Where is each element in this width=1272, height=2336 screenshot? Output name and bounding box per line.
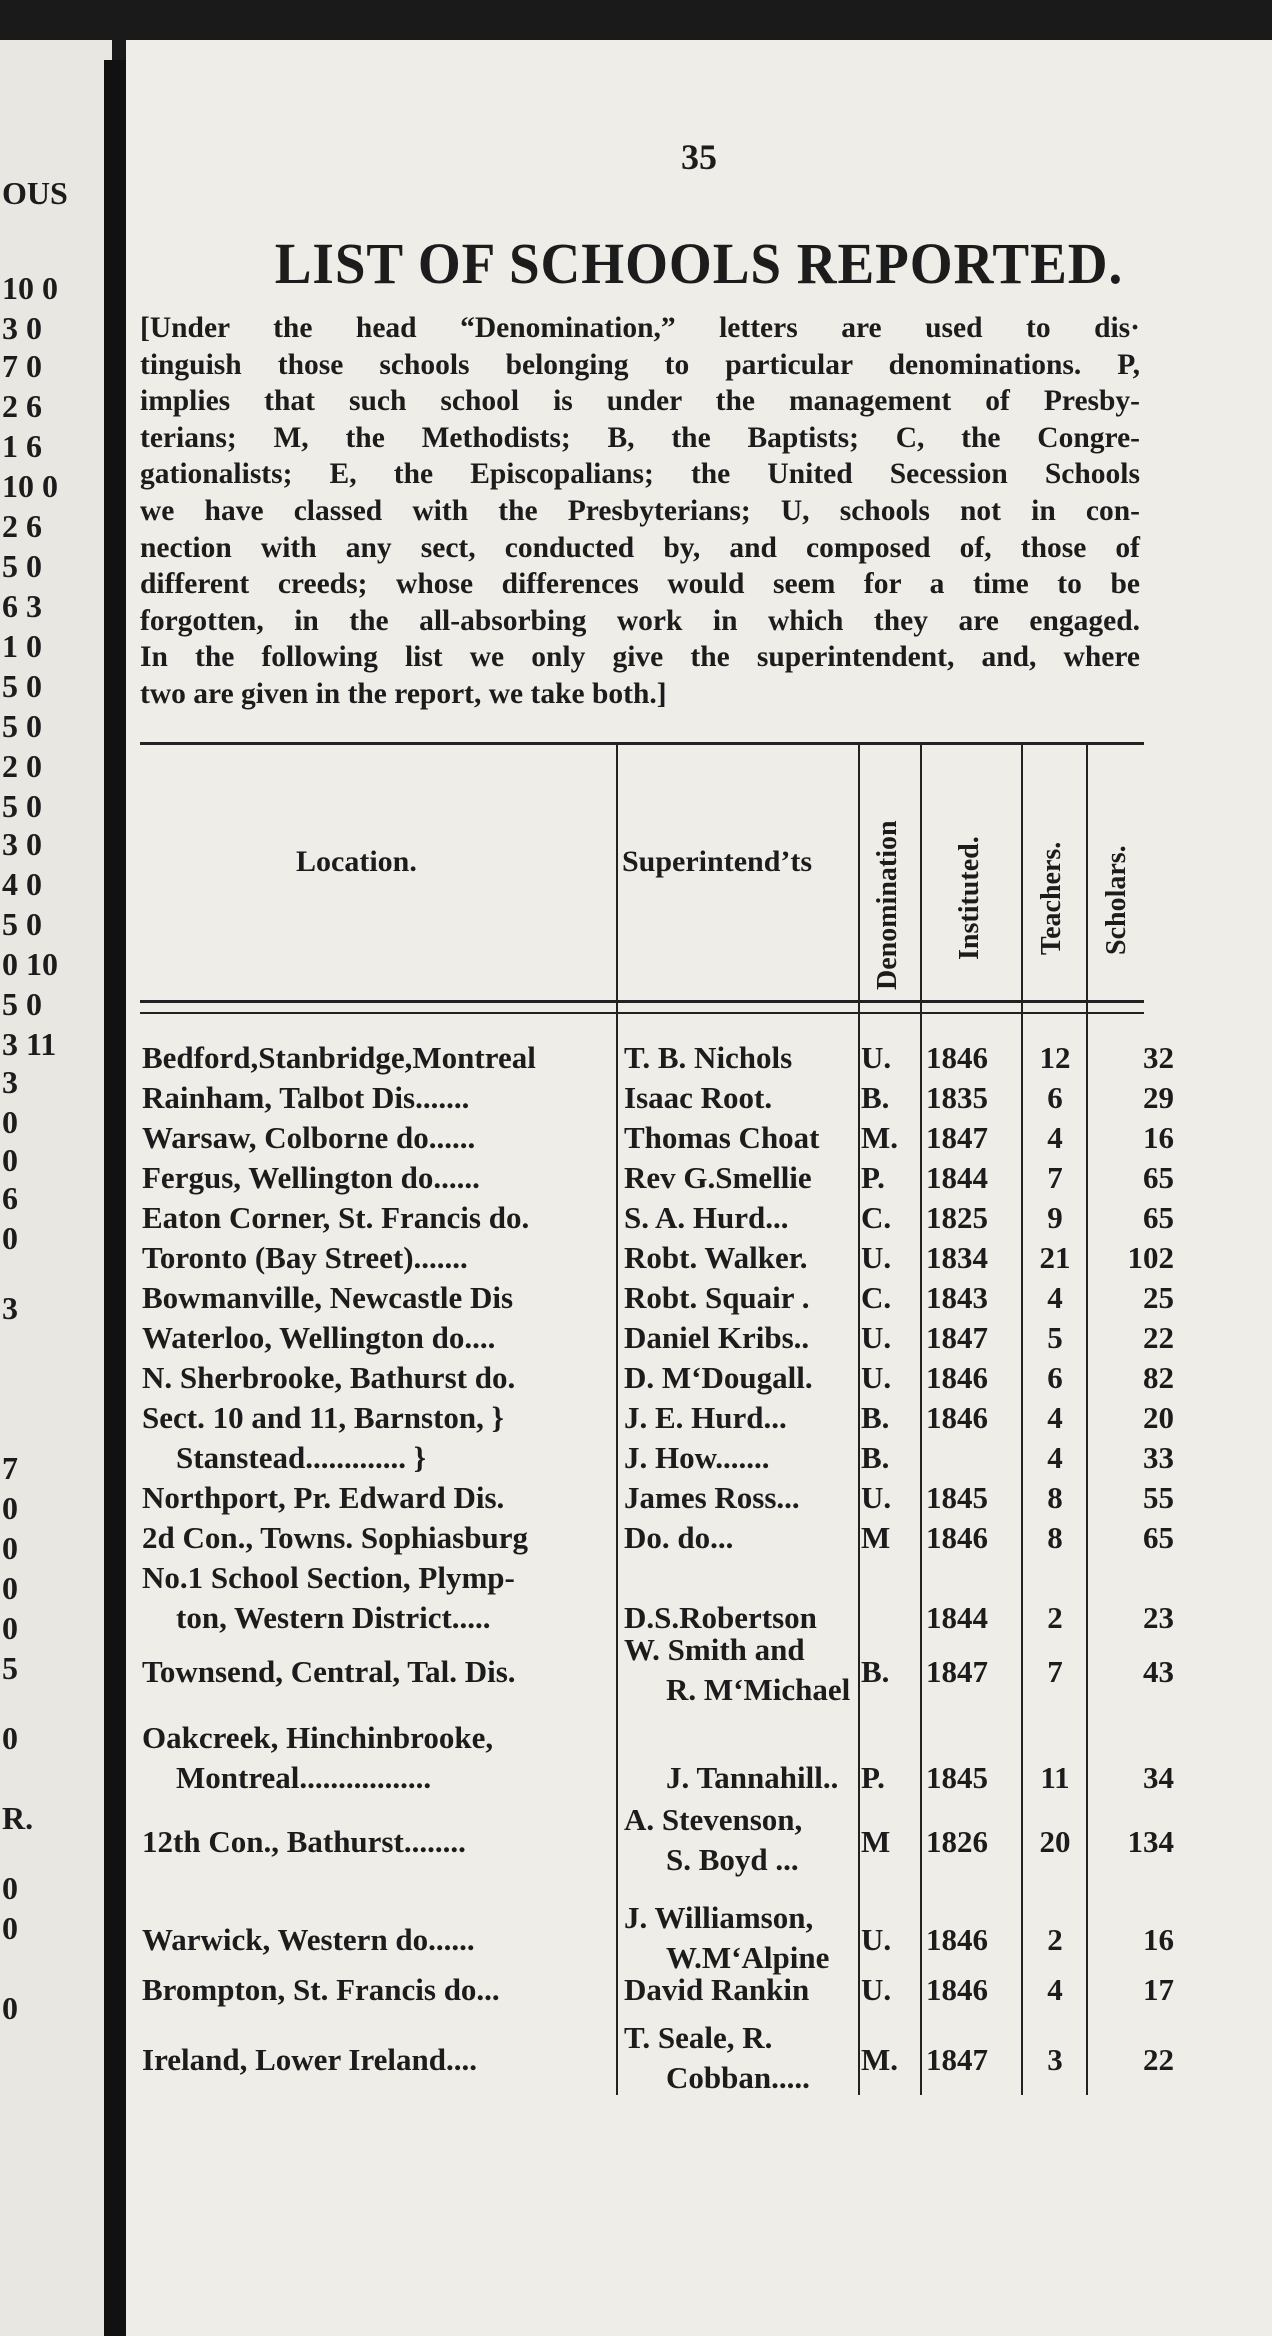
facing-page-fragment: 0: [2, 1610, 18, 1646]
cell-superintendent: R. M‘Michael: [666, 1672, 851, 1707]
cell-teachers: 4: [1047, 1400, 1063, 1435]
cell-instituted: 1826: [926, 1824, 988, 1859]
cell-denomination: B.: [861, 1080, 890, 1115]
cell-instituted: 1844: [926, 1600, 988, 1635]
intro-line: nection with any sect, conducted by, and composed of, those of: [140, 531, 1140, 564]
intro-line: gationalists; E, the Episcopalians; the United Secession Schools: [140, 458, 1140, 491]
facing-page-fragment: 0: [2, 1104, 18, 1140]
cell-superintendent: J. How.......: [624, 1440, 770, 1475]
cell-instituted: 1846: [926, 1972, 988, 2007]
cell-denomination: B.: [861, 1654, 890, 1689]
facing-page-fragment: 3: [2, 1064, 18, 1100]
cell-location: 2d Con., Towns. Sophiasburg: [142, 1520, 528, 1555]
cell-teachers: 4: [1047, 1440, 1063, 1475]
cell-teachers: 7: [1047, 1654, 1063, 1689]
cell-location: Oakcreek, Hinchinbrooke,: [142, 1720, 494, 1755]
cell-teachers: 6: [1047, 1360, 1063, 1395]
cell-scholars: 25: [1143, 1280, 1174, 1315]
facing-page-fragment: 3: [2, 1290, 18, 1326]
intro-line: In the following list we only give the superintendent, and, where: [140, 641, 1140, 674]
cell-teachers: 4: [1047, 1972, 1063, 2007]
cell-denomination: U.: [861, 1240, 892, 1275]
cell-denomination: P.: [861, 1160, 885, 1195]
cell-instituted: 1847: [926, 2042, 988, 2077]
cell-location: Toronto (Bay Street).......: [142, 1240, 468, 1275]
cell-location: N. Sherbrooke, Bathurst do.: [142, 1360, 516, 1395]
facing-page-fragment: 5 0: [2, 986, 42, 1022]
cell-superintendent: D.S.Robertson: [624, 1600, 817, 1635]
cell-teachers: 9: [1047, 1200, 1063, 1235]
facing-page-fragment: 0: [2, 1870, 18, 1906]
intro-line: two are given in the report, we take both.]: [140, 677, 667, 710]
facing-page-fragment: 0: [2, 1530, 18, 1566]
cell-scholars: 32: [1143, 1040, 1174, 1075]
facing-page-fragment: 0: [2, 1990, 18, 2026]
cell-scholars: 16: [1143, 1922, 1174, 1957]
facing-page-fragment: 0: [2, 1910, 18, 1946]
page-title: LIST OF SCHOOLS REPORTED.: [274, 231, 1124, 296]
intro-line: implies that such school is under the management of Presby-: [140, 385, 1140, 418]
cell-location: Bedford,Stanbridge,Montreal: [142, 1040, 536, 1075]
facing-page-fragment: 5 0: [2, 906, 42, 942]
cell-teachers: 11: [1040, 1760, 1070, 1795]
cell-teachers: 5: [1047, 1320, 1063, 1355]
cell-location: Ireland, Lower Ireland....: [142, 2042, 478, 2077]
facing-page-fragment: R.: [2, 1800, 34, 1836]
table-top-rule: [140, 742, 1144, 745]
facing-page-fragment: OUS: [2, 175, 68, 211]
facing-page-fragment: 3 0: [2, 310, 42, 346]
cell-superintendent: Cobban.....: [666, 2060, 810, 2095]
cell-scholars: 102: [1127, 1240, 1174, 1275]
cell-location: Waterloo, Wellington do....: [142, 1320, 496, 1355]
cell-superintendent: D. M‘Dougall.: [624, 1360, 813, 1395]
header-location: Location.: [296, 845, 417, 878]
facing-page-fragment: 7 0: [2, 348, 42, 384]
cell-denomination: C.: [861, 1200, 892, 1235]
cell-scholars: 16: [1143, 1120, 1174, 1155]
cell-scholars: 65: [1143, 1200, 1174, 1235]
facing-page-fragment: 0 10: [2, 946, 58, 982]
cell-instituted: 1835: [926, 1080, 988, 1115]
cell-denomination: M: [861, 1824, 891, 1859]
facing-page-fragment: 5: [2, 1650, 18, 1686]
facing-page-fragment: 3 11: [2, 1026, 57, 1062]
facing-page-fragment: 4 0: [2, 866, 42, 902]
cell-instituted: 1847: [926, 1320, 988, 1355]
facing-page-fragment: 5 0: [2, 708, 42, 744]
cell-denomination: U.: [861, 1480, 892, 1515]
facing-page-fragment: 5 0: [2, 788, 42, 824]
facing-page-fragment: 1 0: [2, 628, 42, 664]
cell-denomination: U.: [861, 1040, 892, 1075]
intro-line: we have classed with the Presbyterians; U, schools not in con-: [140, 494, 1140, 527]
cell-scholars: 82: [1143, 1360, 1174, 1395]
cell-superintendent: A. Stevenson,: [624, 1802, 803, 1837]
facing-page-fragment: 2 0: [2, 748, 42, 784]
cell-superintendent: J. Tannahill..: [666, 1760, 839, 1795]
cell-location: Fergus, Wellington do......: [142, 1160, 480, 1195]
facing-page-fragment: 0: [2, 1490, 18, 1526]
cell-instituted: 1846: [926, 1360, 988, 1395]
cell-location: Brompton, St. Francis do...: [142, 1972, 500, 2007]
intro-line: terians; M, the Methodists; B, the Baptists; C, the Congre-: [140, 421, 1140, 454]
cell-superintendent: Robt. Walker.: [624, 1240, 808, 1275]
intro-line: tinguish those schools belonging to particular denominations. P,: [140, 348, 1140, 381]
facing-page-fragment: 7: [2, 1450, 18, 1486]
cell-location: Montreal.................: [176, 1760, 432, 1795]
book-gutter: [104, 60, 126, 2336]
cell-superintendent: James Ross...: [624, 1480, 800, 1515]
facing-page-fragment: 10 0: [2, 468, 58, 504]
cell-location: Sect. 10 and 11, Barnston, }: [142, 1400, 504, 1435]
cell-scholars: 34: [1143, 1760, 1174, 1795]
cell-superintendent: J. E. Hurd...: [624, 1400, 787, 1435]
cell-instituted: 1846: [926, 1400, 988, 1435]
cell-superintendent: S. Boyd ...: [666, 1842, 799, 1877]
cell-location: No.1 School Section, Plymp-: [142, 1560, 515, 1595]
cell-superintendent: Rev G.Smellie: [624, 1160, 812, 1195]
facing-page-fragment: 0: [2, 1720, 18, 1756]
cell-denomination: B.: [861, 1400, 890, 1435]
intro-line: forgotten, in the all-absorbing work in which they are engaged.: [140, 604, 1140, 637]
cell-scholars: 22: [1143, 1320, 1174, 1355]
cell-denomination: U.: [861, 1922, 892, 1957]
cell-location: Warsaw, Colborne do......: [142, 1120, 476, 1155]
cell-denomination: M.: [861, 1120, 899, 1155]
cell-denomination: B.: [861, 1440, 890, 1475]
table-header-rule: [140, 1000, 1144, 1003]
page-number: 35: [681, 137, 717, 177]
cell-location: Eaton Corner, St. Francis do.: [142, 1200, 530, 1235]
cell-location: 12th Con., Bathurst........: [142, 1824, 466, 1859]
col-divider-denomination: [920, 745, 922, 2095]
facing-page-fragment: 0: [2, 1570, 18, 1606]
facing-page-fragment: 10 0: [2, 270, 58, 306]
cell-scholars: 43: [1143, 1654, 1174, 1689]
cell-instituted: 1846: [926, 1040, 988, 1075]
col-divider-superintendent: [858, 745, 860, 2095]
cell-instituted: 1844: [926, 1160, 988, 1195]
cell-instituted: 1843: [926, 1280, 988, 1315]
cell-teachers: 2: [1047, 1600, 1063, 1635]
cell-teachers: 6: [1047, 1080, 1063, 1115]
cell-denomination: U.: [861, 1360, 892, 1395]
col-divider-location: [616, 745, 618, 2095]
cell-teachers: 12: [1039, 1040, 1071, 1075]
facing-page-fragment: 6: [2, 1180, 18, 1216]
facing-page-fragment: 1 6: [2, 428, 42, 464]
cell-denomination: U.: [861, 1972, 892, 2007]
cell-instituted: 1845: [926, 1760, 988, 1795]
cell-teachers: 4: [1047, 1280, 1063, 1315]
cell-instituted: 1847: [926, 1120, 988, 1155]
cell-teachers: 20: [1039, 1824, 1071, 1859]
cell-denomination: M.: [861, 2042, 899, 2077]
cell-denomination: C.: [861, 1280, 892, 1315]
facing-page-fragment: 0: [2, 1142, 18, 1178]
cell-superintendent: T. B. Nichols: [624, 1040, 793, 1075]
cell-scholars: 65: [1143, 1160, 1174, 1195]
facing-page-fragment: 0: [2, 1220, 18, 1256]
cell-location: Stanstead............. }: [176, 1440, 426, 1475]
cell-scholars: 134: [1127, 1824, 1174, 1859]
facing-page-fragment: 2 6: [2, 388, 42, 424]
cell-scholars: 17: [1143, 1972, 1174, 2007]
intro-line: [Under the head “Denomination,” letters are used to dis·: [140, 312, 1140, 344]
cell-scholars: 65: [1143, 1520, 1174, 1555]
cell-instituted: 1834: [926, 1240, 988, 1275]
cell-instituted: 1847: [926, 1654, 988, 1689]
facing-page-strip: [0, 40, 112, 2336]
cell-teachers: 7: [1047, 1160, 1063, 1195]
cell-superintendent: W.M‘Alpine: [666, 1940, 830, 1975]
cell-location: Bowmanville, Newcastle Dis: [142, 1280, 514, 1315]
cell-superintendent: T. Seale, R.: [624, 2020, 773, 2055]
cell-instituted: 1845: [926, 1480, 988, 1515]
table-header-rule-2: [140, 1012, 1144, 1014]
header-instituted: Instituted.: [954, 836, 985, 960]
intro-line: different creeds; whose differences would seem for a time to be: [140, 568, 1140, 601]
cell-teachers: 4: [1047, 1120, 1063, 1155]
cell-location: Townsend, Central, Tal. Dis.: [142, 1654, 516, 1689]
book-page: [126, 40, 1272, 2336]
cell-teachers: 8: [1047, 1520, 1063, 1555]
cell-scholars: 20: [1143, 1400, 1174, 1435]
cell-location: Rainham, Talbot Dis.......: [142, 1080, 470, 1115]
cell-superintendent: W. Smith and: [624, 1632, 805, 1667]
cell-teachers: 8: [1047, 1480, 1063, 1515]
facing-page-fragment: 5 0: [2, 548, 42, 584]
cell-scholars: 33: [1143, 1440, 1174, 1475]
cell-instituted: 1846: [926, 1922, 988, 1957]
cell-teachers: 21: [1039, 1240, 1071, 1275]
cell-superintendent: Robt. Squair .: [624, 1280, 810, 1315]
cell-scholars: 23: [1143, 1600, 1174, 1635]
cell-instituted: 1846: [926, 1520, 988, 1555]
cell-superintendent: Isaac Root.: [624, 1080, 773, 1115]
col-divider-instituted: [1021, 745, 1023, 2095]
header-scholars: Scholars.: [1101, 845, 1132, 955]
cell-instituted: 1825: [926, 1200, 988, 1235]
cell-superintendent: S. A. Hurd...: [624, 1200, 789, 1235]
facing-page-fragment: 2 6: [2, 508, 42, 544]
cell-superintendent: Do. do...: [624, 1520, 734, 1555]
intro-paragraph: [140, 310, 1140, 713]
header-denomination: Denomination: [872, 820, 903, 990]
cell-superintendent: J. Williamson,: [624, 1900, 814, 1935]
cell-scholars: 29: [1143, 1080, 1174, 1115]
header-teachers: Teachers.: [1036, 841, 1067, 955]
cell-superintendent: Thomas Choat: [624, 1120, 820, 1155]
header-superintendents: Superintend’ts: [622, 845, 813, 878]
cell-superintendent: David Rankin: [624, 1972, 810, 2007]
cell-location: ton, Western District.....: [176, 1600, 491, 1635]
facing-page-fragment: 5 0: [2, 668, 42, 704]
cell-denomination: M: [861, 1520, 891, 1555]
cell-scholars: 22: [1143, 2042, 1174, 2077]
cell-teachers: 3: [1047, 2042, 1063, 2077]
cell-denomination: P.: [861, 1760, 885, 1795]
cell-denomination: U.: [861, 1320, 892, 1355]
facing-page-fragment: 3 0: [2, 826, 42, 862]
cell-teachers: 2: [1047, 1922, 1063, 1957]
cell-location: Northport, Pr. Edward Dis.: [142, 1480, 505, 1515]
cell-scholars: 55: [1143, 1480, 1174, 1515]
facing-page-fragment: 6 3: [2, 588, 42, 624]
cell-superintendent: Daniel Kribs..: [624, 1320, 810, 1355]
cell-location: Warwick, Western do......: [142, 1922, 475, 1957]
